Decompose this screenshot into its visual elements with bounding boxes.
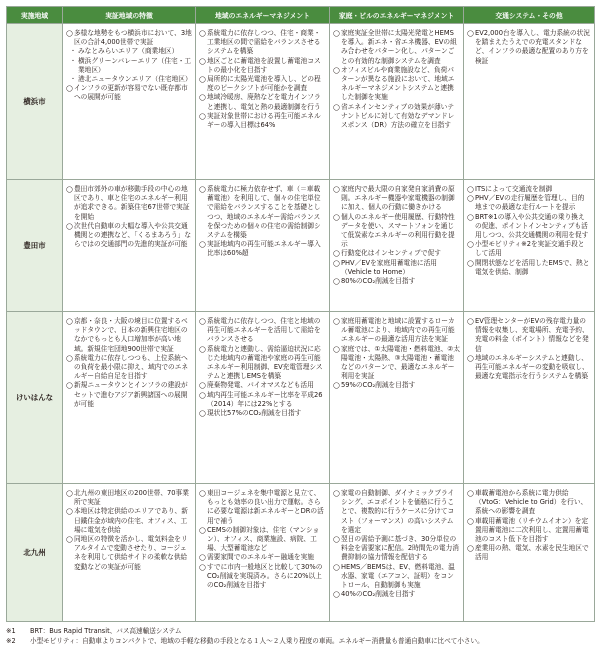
bullet-item: ◯ 家庭内で最大限の自家発自家消費の原則。エネルギー機器や家電機器の制御に加え、個人の行動に働きかける: [333, 185, 460, 213]
bullet-item: ◯ すでに市内一般地区と比較して30%のCO₂削減を実現済み。さらに20%以上のCO₂削減を目指す: [199, 563, 326, 591]
bullet-item: ◯ 家庭実証全世帯に太陽光発電とHEMSを導入。新エネ・省エネ機器、EVの組み合わせをパターン化し、パターンごとの有効的な制御システムを調査: [333, 29, 460, 66]
bullet-item: ◯ 同地区の特徴を活かし、電気料金をリアルタイムで変動させたり、コージェネを利用して供給サイドの柔軟な供給変動などの実証が可能: [66, 535, 192, 572]
bullet-item: ◯ 実証対象世帯における再生可能エネルギーの導入目標は64%: [199, 112, 326, 130]
bullet-list: [333, 317, 460, 391]
bullet-item: ◯ 局所的に太陽光電池を導入し、どの程度のピークシフトが可能かを調査: [199, 75, 326, 93]
bullet-item: ◯ 系統電力に依存しつつ、住宅・商業・工業地区の間で需給をバランスさせるシステムを構築: [199, 29, 326, 57]
bullet-item: ・ みなとみらいエリア（商業地区）: [66, 47, 192, 56]
bullet-list: [467, 185, 591, 277]
cell-transport-other: [464, 180, 595, 312]
bullet-list: [199, 317, 326, 418]
bullet-list: [333, 185, 460, 286]
bullet-item: ◯ EV管理センターがEVの残存電力量の情報を収集し、充電場所、充電予約、充電の料金（ポイント）情報などを発信: [467, 317, 591, 354]
bullet-item: ◯ 多様な地勢をもつ横浜市において、3地区の合計4,000世帯で実証: [66, 29, 192, 47]
bullet-item: ◯ 家庭では、①太陽電池・燃料電池、②太陽電池・太陽熱、③太陽電池・蓄電池などのパターンで、最適なエネルギー利用を実証: [333, 345, 460, 382]
bullet-item: ◯ 開閉状態などを活用したEMSで、熱と電気を供給、制御: [467, 259, 591, 277]
bullet-item: ・ 横浜グリーンバレーエリア（住宅・工業地区）: [66, 57, 192, 75]
cell-regional-energy-management: [196, 180, 330, 312]
bullet-item: ◯ 系統電力と連動し、需給逼迫状況に応じた地域内の蓄電池や家庭の再生可能エネルギー利用制御、EV充電管理システムと連携しEMSを構築: [199, 345, 326, 382]
bullet-item: ◯ 地域のエネルギーシステムと連動し、再生可能エネルギーの変動を吸収し、最適な充電指示を行うシステムを構築: [467, 354, 591, 382]
cell-home-building-energy-management: [330, 312, 464, 484]
bullet-item: ◯ PHV／EVの走行履歴を管理し、目的地までの最適な走行ルートを提示: [467, 194, 591, 212]
bullet-item: ◯ EV2,000台を導入し、電力系統の状況を踏まえたうえでの充電スタンドなど、インフラの最適な配置のあり方を検証: [467, 29, 591, 66]
bullet-item: ◯ 本地区は特定供給のエリアであり、新日鐵住金が域内の住宅、オフィス、工場に電気を供給: [66, 507, 192, 535]
bullet-item: ◯ 産業用の熱、電気、水素を民生地区で活用: [467, 544, 591, 562]
table-row: [7, 484, 595, 622]
bullet-item: ◯ 車載蓄電池から系統に電力供給（VtoG：Vehicle to Grid）を行い、系統への影響を調査: [467, 489, 591, 517]
bullet-item: ◯ 地区ごとに蓄電池を設置し蓄電池コストの最小化を目指す: [199, 57, 326, 75]
cell-transport-other: [464, 24, 595, 180]
bullet-item: ◯ 現状比57%のCO₂削減を目指す: [199, 409, 326, 418]
bullet-list: [66, 489, 192, 572]
cell-home-building-energy-management: [330, 24, 464, 180]
bullet-item: ◯ 北九州の東田地区の200世帯、70事業所で実証: [66, 489, 192, 507]
bullet-list: [467, 29, 591, 66]
bullet-item: ◯ HEMS／BEMSは、EV、燃料電池、温水器、家電（エアコン、証明）をコントロール、自動制御も実施: [333, 563, 460, 591]
bullet-item: ◯ CEMSの制御対象は、住宅（マンション）、オフィス、商業施設、病院、工場、大型蓄電池など: [199, 526, 326, 554]
bullet-item: ◯ 域内再生可能エネルギー比率を平成26（2014）年には22%とする: [199, 391, 326, 409]
cell-regional-energy-management: [196, 24, 330, 180]
footnote: [6, 636, 594, 646]
region-name: 横浜市: [7, 24, 63, 180]
bullet-list: [467, 317, 591, 381]
bullet-list: [66, 29, 192, 103]
footnote-text: BRT：Bus Rapid Ttransit、バス高速輸送システム: [30, 627, 182, 635]
bullet-item: ・ 港北ニュータウンエリア（住宅地区）: [66, 75, 192, 84]
header-regional-energy-management: 地域のエネルギーマネジメント: [196, 7, 330, 24]
region-name: 豊田市: [7, 180, 63, 312]
cell-transport-other: [464, 312, 595, 484]
footnotes: [6, 626, 594, 646]
bullet-list: [333, 29, 460, 130]
bullet-item: ◯ 小型モビリティ※2を実証交通手段として活用: [467, 240, 591, 258]
footnote-mark: ※1: [6, 627, 16, 635]
table-row: [7, 312, 595, 484]
bullet-item: ◯ 廃棄物発電、バイオマスなども活用: [199, 381, 326, 390]
cell-features: [63, 180, 196, 312]
bullet-item: ◯ 次世代自動車の大幅な導入や公共交通機関との連携など、「くるまあろう」ならではの交通部門の先進的実証が可能: [66, 222, 192, 250]
bullet-item: ◯ 省エネインセンティブの効果が薄いテナントビルに対して有効なデマンドレスポンス（DR）方法の確立を目指す: [333, 103, 460, 131]
bullet-item: ◯ 翌日の需給予測に基づき、30分単位の料金を需要家に配信。2時間先の電力消費抑制の協力情報を配信する: [333, 535, 460, 563]
bullet-item: ◯ 家庭用蓄電池と地域に設置するローカル蓄電池により、地域内での再生可能エネルギーの最適な活用方法を実証: [333, 317, 460, 345]
region-name: 北九州: [7, 484, 63, 622]
cell-home-building-energy-management: [330, 180, 464, 312]
cell-regional-energy-management: [196, 484, 330, 622]
demonstration-table: [6, 6, 595, 622]
bullet-item: ◯ 豊田市郊外の車が移動手段の中心の地区であり、車と住宅のエネルギー利用が追求できる。新築住宅67世帯で実証を開始: [66, 185, 192, 222]
bullet-item: ◯ BRT※1の導入や公共交通の乗り換えの促進、ポイントインセンティブも活用しつつ、公共交通機関の利用を促す: [467, 213, 591, 241]
bullet-item: ◯ 59%のCO₂削減を目指す: [333, 381, 460, 390]
bullet-item: ◯ インフラの更新が容易でない既存都市への展開が可能: [66, 84, 192, 102]
bullet-item: ◯ 40%のCO₂削減を目指す: [333, 590, 460, 599]
bullet-item: ◯ 系統電力に極力依存せず、車（＝車載蓄電池）を利用して、個々の住宅単位で需給をバランスすることを基礎としつつ、地域のエネルギー需給バランスを保つための個々の住宅の需給制御システムを構築: [199, 185, 326, 240]
bullet-list: [199, 185, 326, 259]
bullet-item: ◯ 個人のエネルギー使用履歴、行動特性データを使い、スマートフォンを通じて低炭素なエネルギーの利用行動を提示: [333, 213, 460, 250]
header-row: [7, 7, 595, 24]
cell-features: [63, 312, 196, 484]
bullet-item: ◯ 新規ニュータウンとインフラの建設がセットで進むアジア新興諸国への展開が可能: [66, 381, 192, 409]
bullet-item: ◯ 地域冷暖房、廃熱などを電力インフラと連携し、電気と熱の最適制御を行う: [199, 93, 326, 111]
table-row: [7, 24, 595, 180]
bullet-item: ◯ 系統電力に依存しつつも、上位系統への負荷を最小限に抑え、域内でのエネルギー自給自足を目指す: [66, 354, 192, 382]
cell-features: [63, 484, 196, 622]
region-name: けいはんな: [7, 312, 63, 484]
bullet-item: ◯ 実証地域内の再生可能エネルギー導入比率は60%超: [199, 240, 326, 258]
bullet-list: [333, 489, 460, 599]
bullet-item: ◯ オフィスビルや商業施設など、負荷パターンが異なる施設において、地域エネルギーマネジメントシステムと連携した制御を実施: [333, 66, 460, 103]
bullet-list: [66, 185, 192, 249]
cell-regional-energy-management: [196, 312, 330, 484]
footnote-mark: ※2: [6, 637, 16, 646]
bullet-item: ◯ 需要家間でのエネルギー融通を実施: [199, 553, 326, 562]
bullet-list: [199, 29, 326, 130]
document: [6, 6, 594, 646]
footnote: [6, 626, 594, 636]
bullet-item: ◯ 系統電力に依存しつつ、住宅と地域の再生可能エネルギーを活用して需給をバランスさせる: [199, 317, 326, 345]
header-transport-other: 交通システム・その他: [464, 7, 595, 24]
cell-features: [63, 24, 196, 180]
bullet-list: [199, 489, 326, 590]
bullet-item: ◯ 京都・奈良・大阪の境目に位置するベッドタウンで、日本の新興住宅地区のなかでもっとも人口増加率が高い地域。新規住宅団地900世帯で実証: [66, 317, 192, 354]
header-region: 実施地域: [7, 7, 63, 24]
bullet-list: [467, 489, 591, 563]
bullet-item: ◯ 東田コージェネを集中電源と見立て、もっとも効率の良い出力で運転。さらに必要な電源は新エネルギーとDRの活用で補う: [199, 489, 326, 526]
bullet-item: ◯ 家電の自動制御、ダイナミックプライシング、エコポイントを価格に行うことで、複数的に行うケースに分けてコスト（フォーマンス）の高いシステムを選定: [333, 489, 460, 535]
bullet-item: ◯ 80%のCO₂削減を目指す: [333, 277, 460, 286]
cell-home-building-energy-management: [330, 484, 464, 622]
bullet-item: ◯ 車載用蓄電池（リチウムイオン）を定置用蓄電池に二次利用し、定置用蓄電池のコスト低下を目指す: [467, 517, 591, 545]
bullet-list: [66, 317, 192, 409]
table-row: [7, 180, 595, 312]
bullet-item: ◯ ITSによって交通流を制御: [467, 185, 591, 194]
bullet-item: ◯ PHV／EVを家庭用蓄電池に活用（Vehicle to Home）: [333, 259, 460, 277]
header-features: 実証地域の特徴: [63, 7, 196, 24]
bullet-item: ◯ 行動変化はインセンティブで促す: [333, 249, 460, 258]
footnote-text: 小型モビリティ：自動車よりコンパクトで、地域の手軽な移動の手段となる１人～２人乗り程度の車両。エネルギー消費量も普通自動車に比べて小さい。: [30, 637, 484, 646]
cell-transport-other: [464, 484, 595, 622]
header-home-building-energy-management: 家庭・ビルのエネルギーマネジメント: [330, 7, 464, 24]
